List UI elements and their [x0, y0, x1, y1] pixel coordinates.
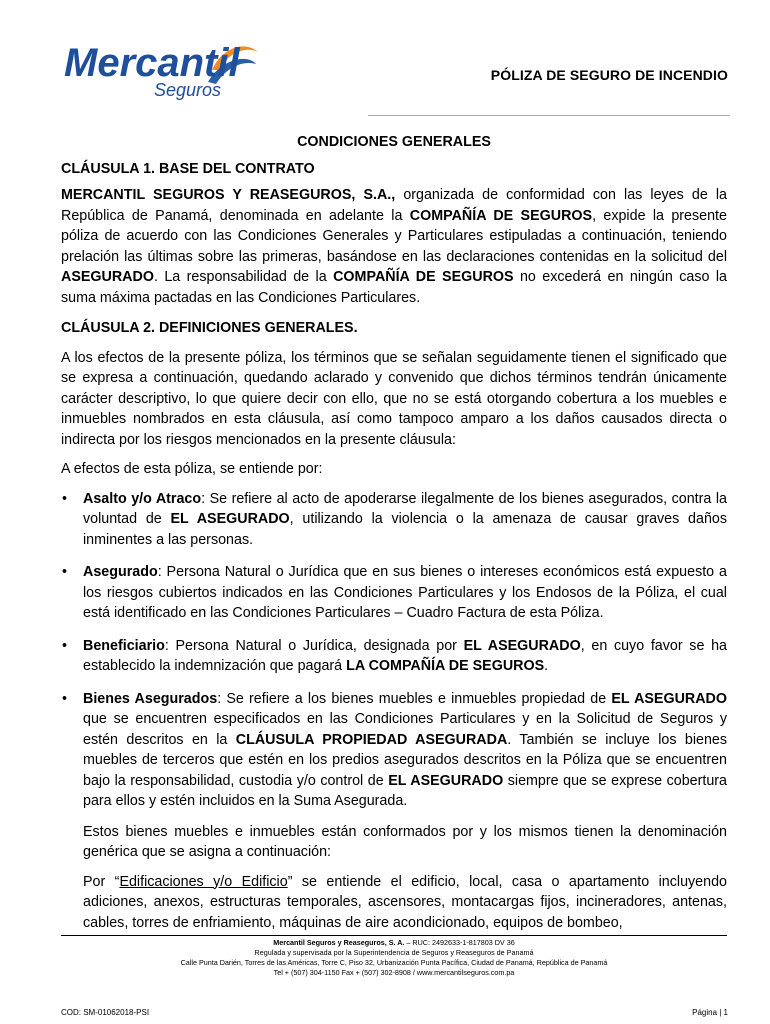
definition-bienes-asegurados: • Bienes Asegurados: Se refiere a los bienes muebles e inmuebles propiedad de EL ASEGURADO que se encuentren especificados en las Condiciones Particulares y en la Solicitud de Seguros y estén descritos en la CLÁUSULA PROPIEDAD ASEGURADA. También se incluye los bienes muebles de terceros que estén en los predios asegurados descritos en la Póliza que se encuentren bajo la responsabilidad, custodia y/o control de EL ASEGURADO siempre que se exprese cobertura para ellos y estén incluidos en la Suma Asegurada.	[62, 690, 728, 809]
logo-wordmark: Mercantil	[64, 41, 240, 85]
edificaciones-paragraph: Por “Edificaciones y/o Edificio” se entiende el edificio, local, casa o apartamento incluyendo adiciones, anexos, estructuras temporales, ascensores, montacargas fijos, incineradores, antenas, cables, torres de enfriamiento, máquinas de aire acondicionado, equipos de bombeo,	[83, 873, 727, 931]
definitions-lead: A efectos de esta póliza, se entiende por:	[61, 461, 323, 477]
bullet-icon: •	[62, 690, 68, 707]
document-body	[61, 132, 727, 933]
clause-2-intro: A los efectos de la presente póliza, los términos que se señalan seguidamente tienen el significado que se expresa a continuación, quedando aclarado y convenido que dichos términos tendrán únicamente carácter descriptivo, lo que quiere decir con ello, que no se está otorgando cobertura a los muebles e inmuebles nombrados en esta cláusula, así como tampoco amparo a los daños causados directa o indirecta por los riesgos mencionados en la presente cláusula:	[61, 349, 727, 448]
footer-address-line: Calle Punta Darién, Torres de las Américas, Torre C, Piso 32, Urbanización Punta Pacífica, Ciudad de Panamá, República de Panamá	[180, 958, 608, 967]
definition-asegurado: • Asegurado: Persona Natural o Jurídica que en sus bienes o intereses económicos está expuesto a los riesgos cubiertos indicados en las Condiciones Particulares y los Endosos de la Póliza, el cual está identificado en las Condiciones Particulares – Cuadro Factura de esta Póliza.	[62, 564, 727, 621]
footer-contact-line: Tel + (507) 304-1150 Fax + (507) 302-8908 / www.mercantilseguros.com.pa	[273, 968, 515, 977]
definition-beneficiario: • Beneficiario: Persona Natural o Jurídica, designada por EL ASEGURADO, en cuyo favor se ha establecido la indemnización que pagará LA COMPAÑÍA DE SEGUROS.	[62, 637, 727, 674]
header-divider	[368, 115, 730, 116]
document-code: COD: SM-01062018-PSI	[61, 1008, 150, 1017]
bullet-icon: •	[62, 637, 68, 654]
definitions-list	[61, 489, 727, 812]
footer-divider	[61, 935, 727, 936]
mercantil-seguros-logo	[62, 34, 262, 114]
footer	[61, 938, 727, 978]
footer-regulation-line: Regulada y supervisada por la Superintendencia de Seguros y Reaseguros de Panamá	[254, 948, 534, 957]
definition-asalto: • Asalto y/o Atraco: Se refiere al acto de apoderarse ilegalmente de los bienes asegurados, contra la voluntad de EL ASEGURADO, utilizando la violencia o la amenaza de causar graves daños inminentes a las personas.	[62, 490, 727, 548]
clause-1-title: CLÁUSULA 1. BASE DEL CONTRATO	[61, 160, 315, 177]
clause-1-text: MERCANTIL SEGUROS Y REASEGUROS, S.A., organizada de conformidad con las leyes de la República de Panamá, denominada en adelante la COMPAÑÍA DE SEGUROS, expide la presente póliza de acuerdo con las Condiciones Generales y Particulares estipuladas a continuación, teniendo prelación las últimas sobre las primeras, basándose en las declaraciones contenidas en la solicitud del ASEGURADO. La responsabilidad de la COMPAÑÍA DE SEGUROS no excederá en ningún caso la suma máxima pactadas en las Condiciones Particulares.	[61, 187, 727, 306]
policy-title: PÓLIZA DE SEGURO DE INCENDIO	[490, 67, 728, 83]
page-number: Página | 1	[692, 1008, 728, 1017]
bienes-subparagraph: Estos bienes muebles e inmuebles están conformados por y los mismos tienen la denominación genérica que se asigna a continuación:	[83, 823, 727, 860]
bullet-icon: •	[62, 490, 68, 507]
section-title: CONDICIONES GENERALES	[297, 134, 491, 150]
bullet-icon: •	[62, 564, 68, 580]
clause-2-title: CLÁUSULA 2. DEFINICIONES GENERALES.	[61, 320, 358, 336]
logo-subtitle: Seguros	[154, 80, 222, 100]
footer-company-line: Mercantil Seguros y Reaseguros, S. A. – RUC: 2492633-1-817803 DV 36	[273, 938, 515, 947]
